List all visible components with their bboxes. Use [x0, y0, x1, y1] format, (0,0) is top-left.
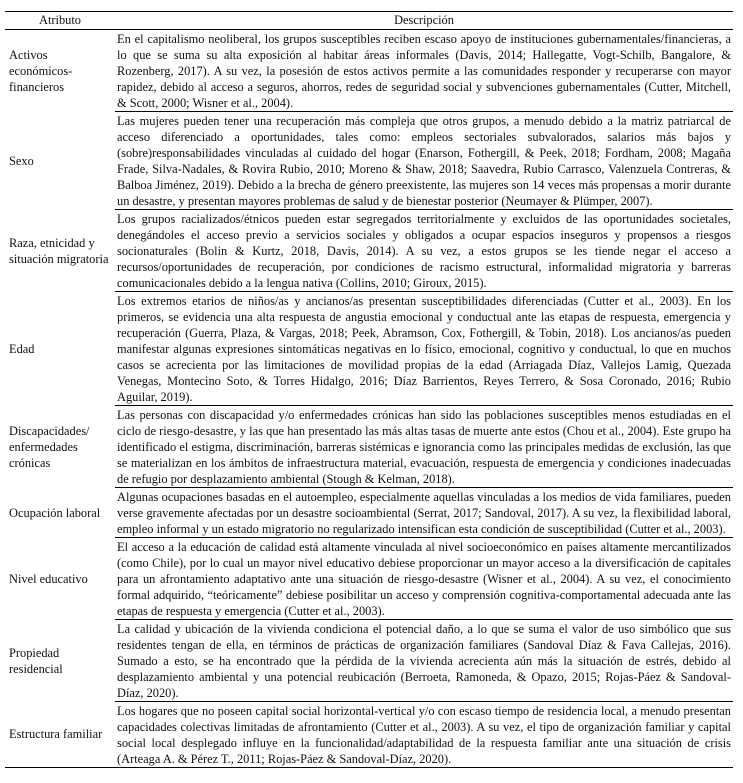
description-cell: En el capitalismo neoliberal, los grupos susceptibles reciben escaso apoyo de instituciones gubernamentales/financieras, a lo que se suma su alta exposición al habitar áreas informales (Davis, 2014; Hallegatte, Vogt-Schilb, Bangalore, & Rozenberg, 2017). A su vez, la posesión de estos activos permite a las comunidades responder y recuperarse con mayor rapidez, debido al acceso a seguros, ahorros, redes de seguridad social y subvenciones gubernamentales (Cutter, Mitchell, & Scott, 2000; Wisner et al., 2004). [115, 30, 733, 112]
description-cell: Los extremos etarios de niños/as y ancianos/as presentan susceptibilidades diferenciadas (Cutter et al., 2003). En los primeros, se evidencia una alta respuesta de angustia emocional y conductual ante las etapas de respuesta, emergencia y recuperación (Guerra, Plaza, & Vargas, 2018; Peek, Abramson, Cox, Fothergill, & Tobin, 2018). Los ancianos/as pueden manifestar algunas expresiones sintomáticas negativas en lo físico, emocional, cognitivo y conductual, lo que en muchos casos se acrecienta por las limitaciones de movilidad propias de la edad (Arriagada Díaz, Vallejos Lamig, Quezada Venegas, Montecino Soto, & Torres Hidalgo, 2016; Díaz Barrientos, Reyes Terrero, & Sosa Coronado, 2016; Rubio Aguilar, 2019). [115, 292, 733, 406]
table-row [5, 620, 733, 702]
attribute-cell: Estructura familiar [5, 702, 115, 768]
attribute-cell: Discapacidades/ enfermedades crónicas [9, 423, 90, 470]
table-row [5, 702, 733, 768]
header-row [5, 12, 733, 30]
description-cell: Las mujeres pueden tener una recuperación más compleja que otros grupos, a menudo debido a la matriz patriarcal de acceso diferenciado a oportunidades, tales como: empleos sectoriales subvalorados, salarios más bajos y (sobre)responsabilidades vinculadas al cuidado del hogar (Enarson, Fothergill, & Peek, 2018; Fordham, 2008; Magaña Frade, Silva-Nadales, & Rovira Rubio, 2010; Moreno & Shaw, 2018; Saavedra, Rubio Carrasco, Valenzuela Contreras, & Balboa Jiménez, 2019). Debido a la brecha de género preexistente, las mujeres son 14 veces más propensas a morir durante un desastre, y presentan mayores problemas de salud y de bienestar posterior (Neumayer & Plümper, 2007). [115, 112, 733, 210]
table-row [5, 30, 733, 112]
description-cell: Los hogares que no poseen capital social horizontal-vertical y/o con escaso tiempo de residencia local, a menudo presentan capacidades colectivas limitadas de afrontamiento (Cutter et al., 2003). A su vez, el tipo de organización familiar y capital social local desplegado influye en la funcionalidad/adaptabilidad de la respuesta familiar ante una situación de crisis (Arteaga A. & Pérez T., 2011; Rojas-Páez & Sandoval-Díaz, 2020). [115, 702, 733, 768]
table-row [5, 488, 733, 538]
attribute-cell: Edad [9, 341, 35, 356]
description-cell: Las personas con discapacidad y/o enfermedades crónicas han sido las poblaciones susceptibles menos estudiadas en el ciclo de riesgo-desastre, y las que han presentado las más altas tasas de muerte ante estos (Chou et al., 2004). Este grupo ha identificado el estigma, discriminación, barreras sistémicas e ignorancia como las principales medidas de exclusión, las que se materializan en los ámbitos de infraestructura material, evacuación, respuesta de emergencia y condiciones inadecuadas de refugio por desplazamiento ambiental (Stough & Kelman, 2018). [115, 406, 733, 488]
attribute-cell: Sexo [9, 153, 34, 168]
attribute-cell: Propiedad residencial [9, 645, 63, 676]
description-cell: La calidad y ubicación de la vivienda condiciona el potencial daño, a lo que se suma el valor de uso simbólico que sus residentes tengan de ella, en términos de prácticas de organización familiares (Sandoval Díaz & Fava Callejas, 2016). Sumado a esto, se ha encontrado que la pérdida de la vivienda acrecienta aún más la situación de estrés, debido al desplazamiento ambiental y una potencial reubicación (Berroeta, Ramoneda, & Opazo, 2015; Rojas-Páez & Sandoval-Díaz, 2020). [115, 620, 733, 702]
header-description: Descripción [115, 12, 733, 30]
attribute-cell: Activos económicos-financieros [9, 47, 73, 94]
description-cell: El acceso a la educación de calidad está altamente vinculada al nivel socioeconómico en países altamente mercantilizados (como Chile), por lo cual un mayor nivel educativo debiese proporcionar un mayor acceso a la diversificación de capitales para un afrontamiento adaptativo ante una situación de riesgo-desastre (Wisner et al., 2004). A su vez, el conocimiento formal adquirido, “teóricamente” debiese posibilitar un acceso y comprensión cognitiva-comportamental adecuada ante las etapas de respuesta y emergencia (Cutter et al., 2003). [115, 538, 733, 620]
header-attribute: Atributo [5, 12, 115, 30]
attribute-cell: Raza, etnicidad y situación migratoria [9, 235, 109, 266]
table-row [5, 112, 733, 210]
attributes-table [5, 11, 733, 768]
description-cell: Los grupos racializados/étnicos pueden estar segregados territorialmente y excluidos de las oportunidades societales, denegándoles el acceso previo a servicios sociales y obligados a ocupar espacios inseguros y propensos a riesgos socionaturales (Bolin & Kurtz, 2018, Davis, 2014). A su vez, a estos grupos se les tiende negar el acceso a recursos/oportunidades de recuperación, por condiciones de racismo estructural, informalidad migratoria y barreras comunicacionales debido a la lengua nativa (Collins, 2010; Giroux, 2015). [115, 210, 733, 292]
table-row [5, 406, 733, 488]
table-row [5, 210, 733, 292]
table-row [5, 292, 733, 406]
table-row [5, 538, 733, 620]
attribute-cell: Nivel educativo [9, 571, 88, 586]
attribute-cell: Ocupación laboral [9, 505, 101, 520]
description-cell: Algunas ocupaciones basadas en el autoempleo, especialmente aquellas vinculadas a los medios de vida familiares, pueden verse gravemente afectadas por un desastre socioambiental (Serrat, 2017; Sandoval, 2017). A su vez, la flexibilidad laboral, empleo informal y un estado migratorio no regularizado intensifican esta condición de susceptibilidad (Cutter et al., 2003). [115, 488, 733, 538]
